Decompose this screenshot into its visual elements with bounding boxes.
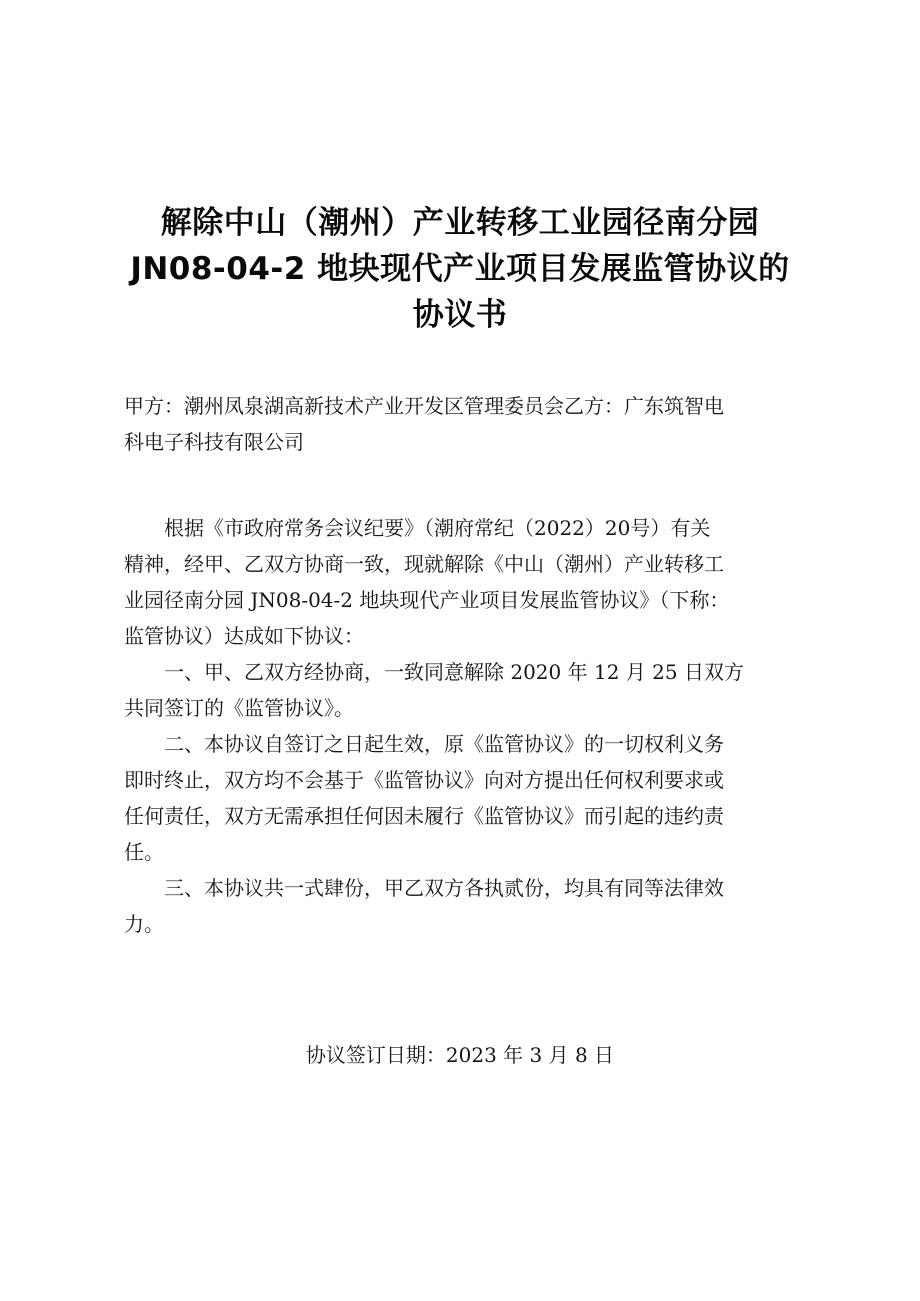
body-line-preamble-1: 根据《市政府常务会议纪要》（潮府常纪（2022）20号）有关 bbox=[124, 516, 711, 540]
body-line-clause-1a: 一、甲、乙双方经协商，一致同意解除 2020 年 12 月 25 日双方 bbox=[124, 660, 744, 684]
document-title bbox=[100, 200, 820, 338]
body-line-clause-2c: 任何责任，双方无需承担任何因未履行《监管协议》而引起的违约责 bbox=[124, 804, 724, 828]
body-line-preamble-2: 精神，经甲、乙双方协商一致，现就解除《中山（潮州）产业转移工 bbox=[124, 552, 724, 576]
agreement-body bbox=[124, 510, 824, 942]
body-line-clause-2b: 即时终止，双方均不会基于《监管协议》向对方提出任何权利要求或 bbox=[124, 768, 724, 792]
parties-line-2: 科电子科技有限公司 bbox=[124, 430, 304, 454]
title-line-2: JN08-04-2 地块现代产业项目发展监管协议的 bbox=[130, 251, 790, 287]
signing-date: 协议签订日期：2023 年 3 月 8 日 bbox=[305, 1043, 615, 1067]
title-line-1: 解除中山（潮州）产业转移工业园径南分园 bbox=[160, 205, 760, 241]
body-line-clause-1b: 共同签订的《监管协议》。 bbox=[124, 696, 354, 720]
body-line-clause-3a: 三、本协议共一式肆份，甲乙双方各执贰份，均具有同等法律效 bbox=[124, 876, 724, 900]
parties-line-1: 甲方：潮州凤泉湖高新技术产业开发区管理委员会乙方：广东筑智电 bbox=[124, 394, 724, 418]
body-line-clause-3b: 力。 bbox=[124, 912, 164, 936]
body-line-preamble-3: 业园径南分园 JN08-04-2 地块现代产业项目发展监管协议》（下称： bbox=[124, 588, 730, 612]
body-line-clause-2a: 二、本协议自签订之日起生效，原《监管协议》的一切权利义务 bbox=[124, 732, 724, 756]
title-line-3: 协议书 bbox=[412, 297, 508, 333]
parties-block bbox=[124, 388, 824, 460]
body-line-preamble-4: 监管协议）达成如下协议： bbox=[124, 624, 364, 648]
body-line-clause-2d: 任。 bbox=[124, 840, 164, 864]
